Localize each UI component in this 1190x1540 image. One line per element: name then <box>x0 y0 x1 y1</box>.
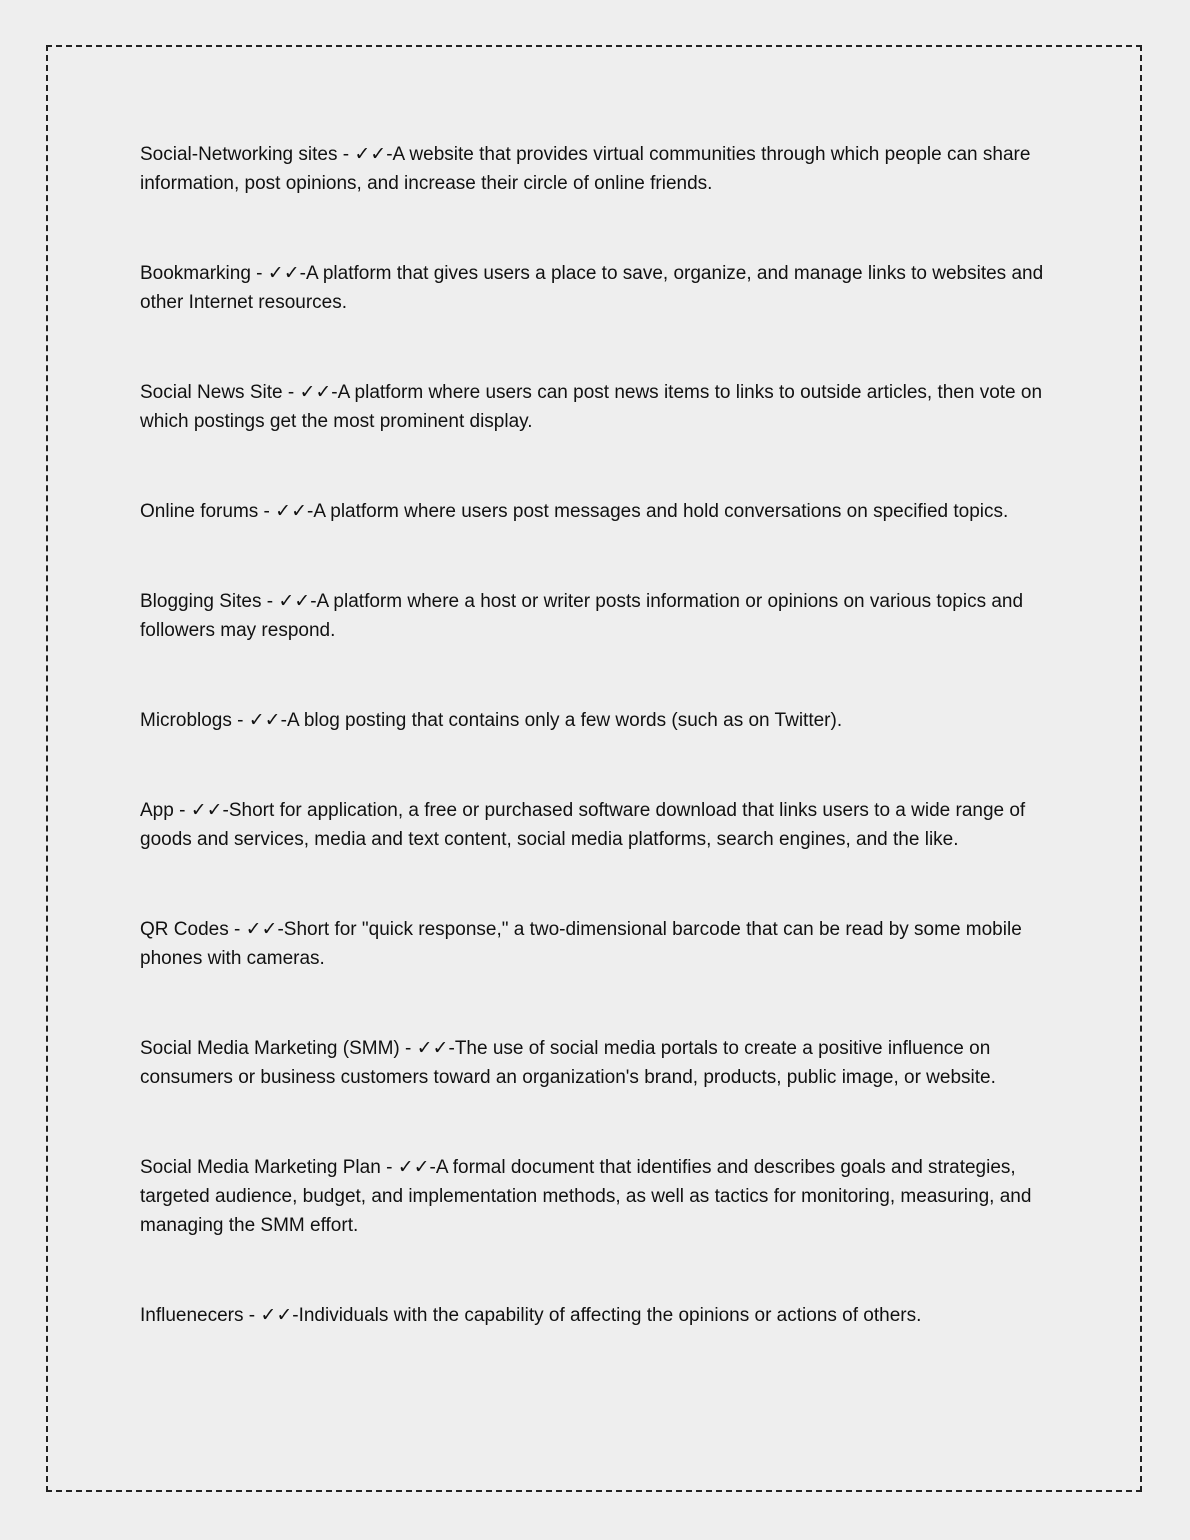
entry-separator: - <box>261 591 279 612</box>
definition-entry <box>140 1034 1055 1092</box>
entry-separator: - <box>380 1157 398 1178</box>
entry-definition: The use of social media portals to create a positive influence on consumers or business customers toward an organization's brand, products, public image, or website. <box>140 1038 996 1088</box>
definition-prefix: - <box>292 1305 299 1326</box>
definition-prefix: - <box>386 144 393 165</box>
entry-separator: - <box>173 800 191 821</box>
entry-term: App <box>140 800 174 821</box>
entry-definition: Short for application, a free or purchased software download that links users to a wide range of goods and services, media and text content, social media platforms, search engines, and the like. <box>140 800 1026 850</box>
definition-prefix: - <box>307 501 314 522</box>
definition-entry <box>140 1301 1055 1330</box>
definition-prefix: - <box>277 919 284 940</box>
definition-prefix: - <box>280 710 287 731</box>
definition-entry <box>140 587 1055 645</box>
entry-definition: Individuals with the capability of affecting the opinions or actions of others. <box>298 1305 922 1326</box>
double-check-icon: ✓✓ <box>416 1037 449 1059</box>
entry-term: Blogging Sites <box>140 591 262 612</box>
entry-definition: A platform that gives users a place to save, organize, and manage links to websites and other Internet resources. <box>140 263 1044 313</box>
entry-separator: - <box>228 919 246 940</box>
entry-separator: - <box>243 1305 261 1326</box>
entry-term: Influenecers <box>140 1305 244 1326</box>
double-check-icon: ✓✓ <box>267 262 300 284</box>
definition-list <box>140 140 1055 1391</box>
entry-term: Social Media Marketing (SMM) <box>140 1038 400 1059</box>
entry-definition: Short for "quick response," a two-dimensional barcode that can be read by some mobile phones with cameras. <box>140 919 1022 969</box>
definition-prefix: - <box>429 1157 436 1178</box>
entry-term: Bookmarking <box>140 263 251 284</box>
double-check-icon: ✓✓ <box>248 709 281 731</box>
definition-prefix: - <box>310 591 317 612</box>
entry-definition: A formal document that identifies and describes goals and strategies, targeted audience, budget, and implementation methods, as well as tactics for monitoring, measuring, and managing the SMM effort. <box>140 1157 1032 1236</box>
definition-prefix: - <box>331 382 338 403</box>
definition-entry <box>140 259 1055 317</box>
entry-separator: - <box>231 710 249 731</box>
double-check-icon: ✓✓ <box>275 500 308 522</box>
definition-entry <box>140 497 1055 526</box>
entry-term: Microblogs <box>140 710 232 731</box>
entry-definition: A platform where users post messages and hold conversations on specified topics. <box>313 501 1009 522</box>
definition-prefix: - <box>222 800 229 821</box>
definition-entry <box>140 140 1055 198</box>
definition-prefix: - <box>448 1038 455 1059</box>
double-check-icon: ✓✓ <box>260 1304 293 1326</box>
entry-term: Social Media Marketing Plan <box>140 1157 381 1178</box>
definition-prefix: - <box>299 263 306 284</box>
double-check-icon: ✓✓ <box>245 918 278 940</box>
entry-term: Social News Site <box>140 382 283 403</box>
entry-term: Online forums <box>140 501 259 522</box>
entry-separator: - <box>258 501 276 522</box>
entry-separator: - <box>250 263 268 284</box>
definition-entry <box>140 1153 1055 1240</box>
entry-term: QR Codes <box>140 919 229 940</box>
entry-separator: - <box>282 382 300 403</box>
entry-separator: - <box>337 144 355 165</box>
double-check-icon: ✓✓ <box>299 381 332 403</box>
entry-separator: - <box>399 1038 417 1059</box>
double-check-icon: ✓✓ <box>397 1156 430 1178</box>
entry-definition: A platform where a host or writer posts information or opinions on various topics and followers may respond. <box>140 591 1024 641</box>
definition-entry <box>140 706 1055 735</box>
entry-definition: A website that provides virtual communities through which people can share information, post opinions, and increase their circle of online friends. <box>140 144 1031 194</box>
definition-entry <box>140 796 1055 854</box>
entry-term: Social-Networking sites <box>140 144 338 165</box>
double-check-icon: ✓✓ <box>278 590 311 612</box>
double-check-icon: ✓✓ <box>190 799 223 821</box>
entry-definition: A platform where users can post news items to links to outside articles, then vote on which postings get the most prominent display. <box>140 382 1043 432</box>
double-check-icon: ✓✓ <box>354 143 387 165</box>
entry-definition: A blog posting that contains only a few words (such as on Twitter). <box>286 710 843 731</box>
definition-entry <box>140 378 1055 436</box>
definition-entry <box>140 915 1055 973</box>
